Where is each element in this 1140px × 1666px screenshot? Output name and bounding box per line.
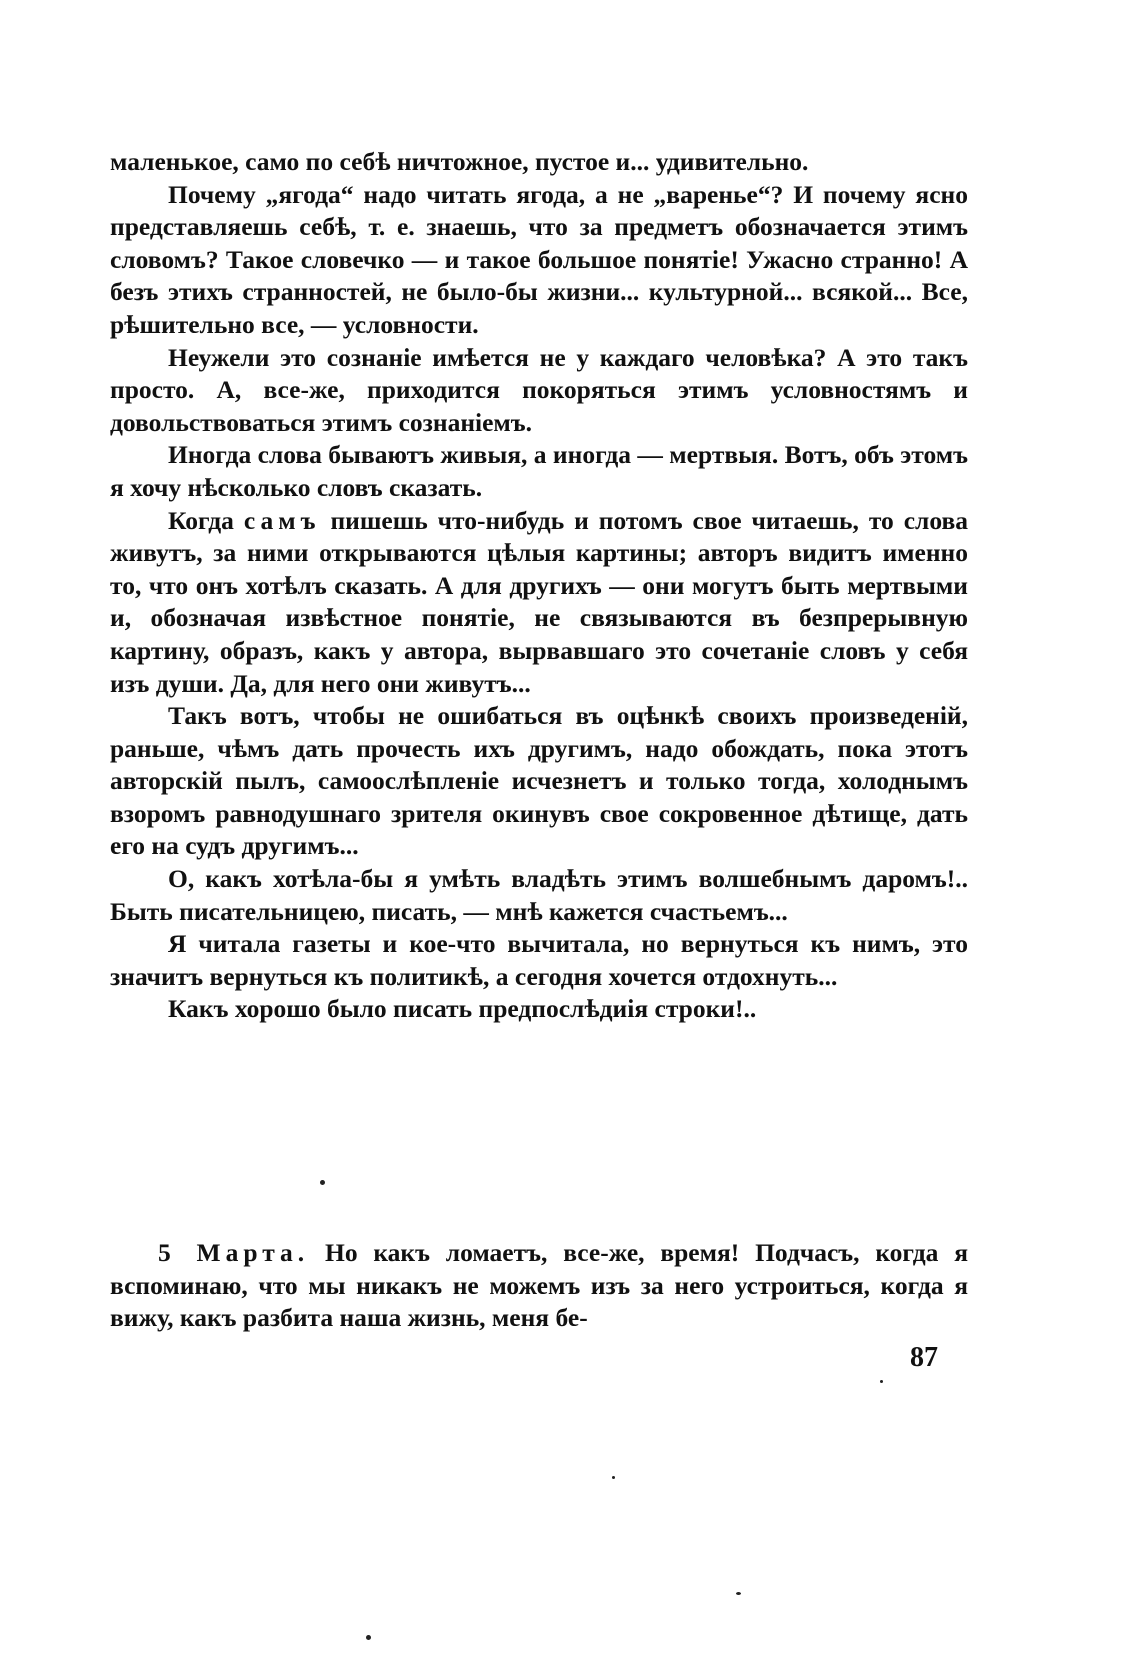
paragraph-4: Иногда слова бываютъ живыя, а иногда — мертвыя. Вотъ, объ этомъ я хочу нѣсколько словъ сказать. xyxy=(110,440,968,502)
paragraph-1: маленькое, само по себѣ ничтожное, пустое и... удивительно. xyxy=(110,147,809,176)
paragraph-7: О, какъ хотѣла-бы я умѣть владѣть этимъ волшебнымъ даромъ!.. Быть писательницею, писать, — мнѣ кажется счастьемъ... xyxy=(110,864,968,926)
ink-speck xyxy=(366,1635,371,1640)
paragraph-9: Какъ хорошо было писать предпослѣдиія строки!.. xyxy=(168,994,757,1024)
entry-paragraph xyxy=(110,1237,968,1335)
main-text xyxy=(110,146,968,1026)
ink-speck xyxy=(880,1380,883,1383)
paragraph-8: Я читала газеты и кое-что вычитала, но вернуться къ нимъ, это значитъ вернуться къ политикѣ, а сегодня хочется отдохнуть... xyxy=(110,929,968,991)
paragraph-2: Почему „ягода“ надо читать ягода, а не „варенье“? И почему ясно представляешь себѣ, т. е. знаешь, что за предметъ обозначается этимъ словомъ? Такое словечко — и такое большое понятіе! Ужасно странно! А безъ этихъ странностей, не было-бы жизни... культурной... всякой... Все, рѣшительно все, — условности. xyxy=(110,179,968,339)
paragraph-5-start: Когда xyxy=(168,505,244,535)
paragraph-5-rest: пишешь что-нибудь и потомъ свое читаешь, то слова живутъ, за ними открываются цѣлыя картины; авторъ видитъ именно то, что онъ хотѣлъ сказать. А для другихъ — они могутъ быть мертвыми и, обозначая извѣстное понятіе, не связываются въ безпрерывную картину, образъ, какъ у автора, вырвавшаго это сочетаніе словъ у себя изъ души. Да, для него они живутъ... xyxy=(110,505,968,698)
page-number: 87 xyxy=(910,1342,938,1373)
ink-speck xyxy=(736,1592,741,1595)
ink-speck xyxy=(612,1476,615,1479)
emphasized-word: самъ xyxy=(243,505,321,535)
entry-text: Но какъ ломаетъ, все-же, время! Подчасъ, когда я вспоминаю, что мы никакъ не можемъ изъ за него устроиться, когда я вижу, какъ разбита наша жизнь, меня бе- xyxy=(110,1238,968,1333)
paragraph-6: Такъ вотъ, чтобы не ошибаться въ оцѣнкѣ своихъ произведеній, раньше, чѣмъ дать прочесть ихъ другимъ, надо обождать, пока этотъ авторскій пылъ, самоослѣпленіе исчезнетъ и только тогда, холоднымъ взоромъ равнодушнаго зрителя окинувъ свое сокровенное дѣтище, дать его на судъ другимъ... xyxy=(110,701,968,861)
paragraph-5 xyxy=(110,505,968,701)
diary-entry xyxy=(110,1237,968,1335)
entry-date: 5 Марта. xyxy=(158,1238,310,1267)
paragraph-3: Неужели это сознаніе имѣется не у каждаго человѣка? А это такъ просто. А, все-же, приходится покоряться этимъ условностямъ и довольствоваться этимъ сознаніемъ. xyxy=(110,342,968,437)
ink-speck xyxy=(320,1180,325,1185)
